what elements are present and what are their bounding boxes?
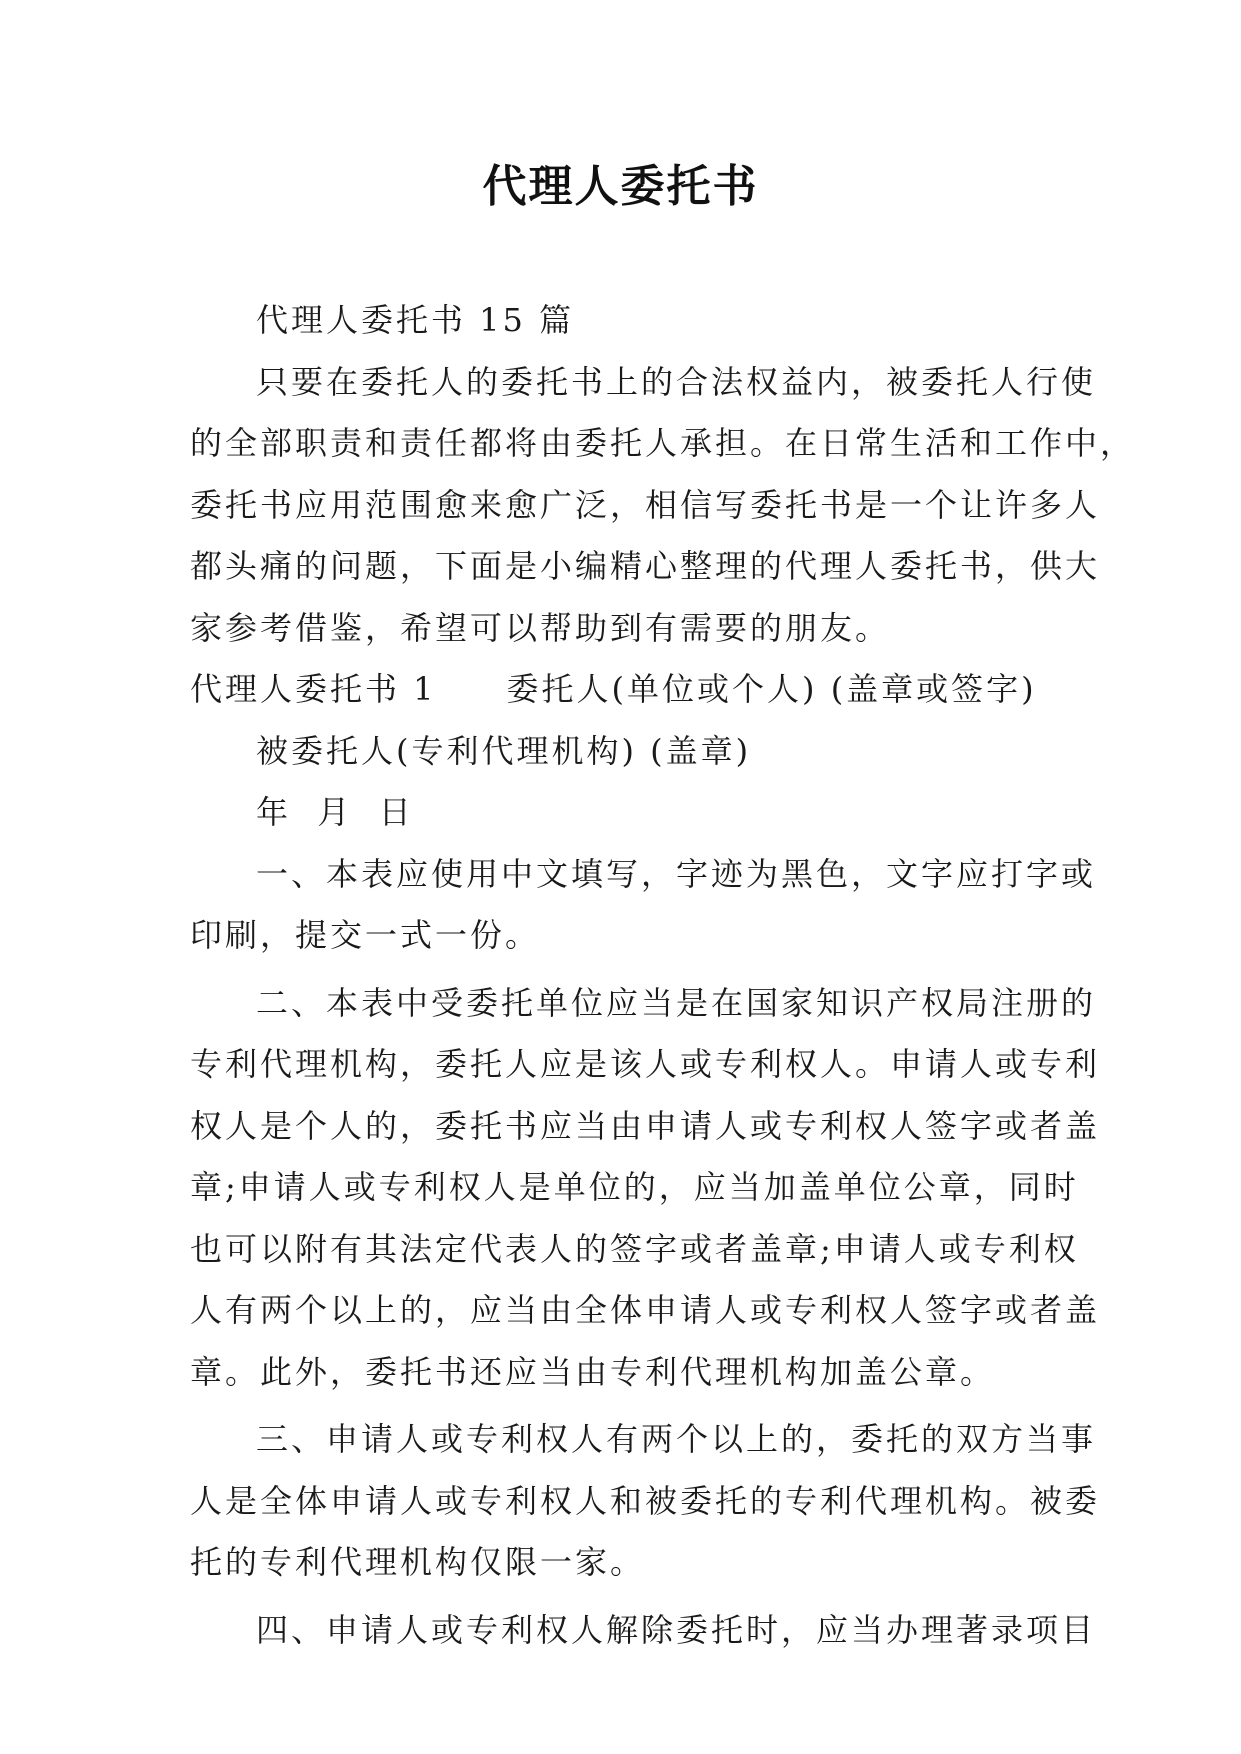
paragraph-line: 只要在委托人的委托书上的合法权益内，被委托人行使 [256, 362, 1097, 401]
paragraph-line: 印刷，提交一式一份。 [190, 916, 541, 954]
paragraph-line: 专利代理机构，委托人应是该人或专利权人。申请人或专利 [190, 1045, 1101, 1083]
paragraph-line: 人是全体申请人或专利权人和被委托的专利代理机构。被委 [190, 1481, 1101, 1520]
section-heading: 代理人委托书 1 [190, 670, 437, 708]
agent-field: 被委托人(专利代理机构) (盖章) [256, 731, 752, 770]
paragraph-line: 委托书应用范围愈来愈广泛，相信写委托书是一个让许多人 [190, 485, 1101, 524]
paragraph-line: 托的专利代理机构仅限一家。 [190, 1543, 646, 1581]
paragraph-line: 都头痛的问题，下面是小编精心整理的代理人委托书，供大 [190, 547, 1101, 585]
document-title: 代理人委托书 [482, 161, 759, 212]
subtitle-line: 代理人委托书 15 篇 [256, 301, 575, 339]
paragraph-line: 也可以附有其法定代表人的签字或者盖章;申请人或专利权 [190, 1229, 1079, 1268]
principal-field: 委托人(单位或个人) (盖章或签字) [506, 670, 1037, 708]
paragraph-line: 章;申请人或专利权人是单位的，应当加盖单位公章，同时 [190, 1168, 1079, 1206]
paragraph-line: 二、本表中受委托单位应当是在国家知识产权局注册的 [256, 983, 1097, 1022]
paragraph-line: 家参考借鉴，希望可以帮助到有需要的朋友。 [190, 608, 891, 647]
paragraph-line: 权人是个人的，委托书应当由申请人或专利权人签字或者盖 [190, 1106, 1101, 1145]
paragraph-line: 章。此外，委托书还应当由专利代理机构加盖公章。 [190, 1352, 996, 1391]
document-body [190, 290, 1136, 1661]
paragraph-line: 三、申请人或专利权人有两个以上的，委托的双方当事 [256, 1420, 1097, 1458]
paragraph-line: 人有两个以上的，应当由全体申请人或专利权人签字或者盖 [190, 1291, 1101, 1329]
date-field: 年 月 日 [256, 793, 414, 831]
paragraph-line: 四、申请人或专利权人解除委托时，应当办理著录项目 [256, 1610, 1097, 1649]
paragraph-line: 一、本表应使用中文填写，字迹为黑色，文字应打字或 [256, 854, 1097, 893]
section-heading-line [190, 659, 1050, 721]
paragraph-line: 的全部职责和责任都将由委托人承担。在日常生活和工作中， [190, 424, 1136, 462]
